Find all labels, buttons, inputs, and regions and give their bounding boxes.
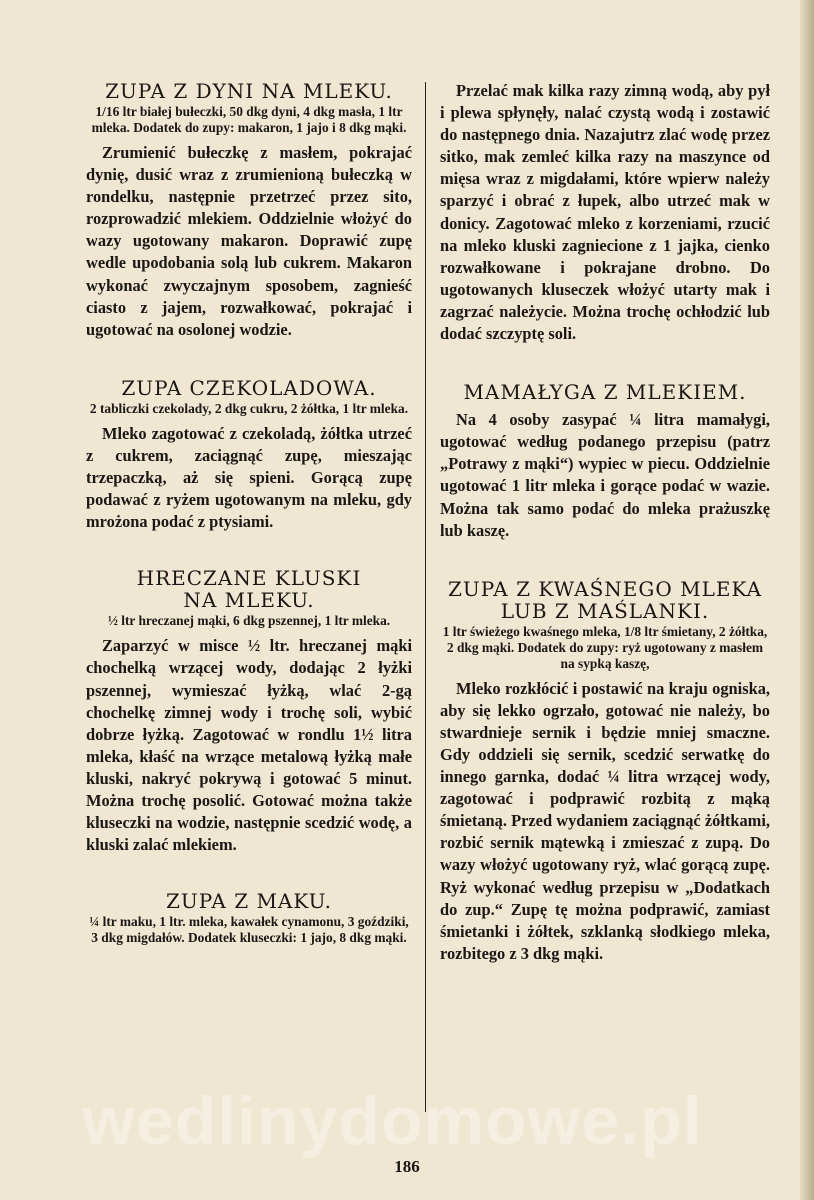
recipe-title: ZUPA CZEKOLADOWA. [121,375,377,400]
recipe-ingredients: 1 ltr świeżego kwaśnego mleka, 1/8 ltr śmietany, 2 żółtka, 2 dkg mąki. Dodatek do zupy: ryż ugotowany z masłem na sypką kaszę, [442,623,768,671]
recipe-title-line-1: HRECZANE KLUSKI [136,566,362,591]
recipe-body: Zrumienić bułeczkę z masłem, pokrajać dynię, dusić wraz z zrumienioną bułeczką w rondelku, następnie przetrzeć przez sito, rozprowadzić mlekiem. Oddzielnie włożyć do wazy ugotowany makaron. Doprawić zupę wedle upodobania solą lub cukrem. Makaron wykonać zwyczajnym sposobem, zagnieść ciasto z jajem, rozwałkować, pokrajać i ugotować na osolonej wodzie. [86,143,412,339]
recipe-title: ZUPA Z DYNI NA MLEKU. [105,79,393,103]
recipe-ingredients: ½ ltr hreczanej mąki, 6 dkg pszennej, 1 ltr mleka. [107,613,391,629]
recipe-ingredients: 1/16 ltr białej bułeczki, 50 dkg dyni, 4 dkg masła, 1 ltr mleka. Dodatek do zupy: makaron, 1 jajo i 8 dkg mąki. [91,104,407,135]
recipe-title-line-2: LUB Z MAŚLANKI. [500,598,710,623]
left-column [86,80,412,952]
page-edge [800,0,814,1200]
page-number: 186 [394,1157,420,1176]
recipe-title-line-1: ZUPA Z KWAŚNEGO MLEKA [447,576,763,601]
recipe-title-line-2: NA MLEKU. [183,588,315,613]
recipe-title: MAMAŁYGA Z MLEKIEM. [463,380,747,405]
recipe-ingredients: 2 tabliczki czekolady, 2 dkg cukru, 2 żółtka, 1 ltr mleka. [89,400,409,416]
recipe-body-continued: Przelać mak kilka razy zimną wodą, aby pył i plewa spłynęły, nalać czystą wodą i zostawić do następnego dnia. Nazajutrz zlać wodę przez sitko, mak zemleć kilka razy na maszynce od mięsa wraz z migdałami, które wpierw należy sparzyć i obrać z łupek, albo utrzeć mak w donicy. Zagotować mleko z korzeniami, rzucić na mleko kluski zagniecione z 1 jajka, cienko rozwałkowane i pokrajane drobno. Do ugotowanych kluseczek włożyć utarty mak i zagrzać należycie. Można trochę ochłodzić lub dodać szczyptę soli. [440,81,770,344]
recipe-ingredients: ¼ ltr maku, 1 ltr. mleka, kawałek cynamonu, 3 goździki, 3 dkg migdałów. Dodatek kluseczki: 1 jajo, 8 dkg mąki. [89,914,409,946]
recipe-title: ZUPA Z MAKU. [166,889,332,914]
recipe-body: Mleko zagotować z czekoladą, żółtka utrzeć z cukrem, zaciągnąć zupę, mieszając trzepaczką, aż się spieni. Gorącą zupę podawać z ryżem ugotowanym na mleku, gdy mrożona podać z ptysiami. [86,423,412,532]
recipe-body: Zaparzyć w misce ½ ltr. hreczanej mąki chochelką wrzącej wody, dodając 2 łyżki pszennej, wymieszać łyżką, wlać 2-gą chochelkę zimnej wody i trochę soli, wybić dobrze łyżką. Zagotować w rondlu 1½ litra mleka, kłaść na wrzące metalową łyżką małe kluski, nakryć pokrywą i gotować 5 minut. Można trochę posolić. Gotować można także kluseczki na wodzie, następnie scedzić wodę, a kluski zalać mlekiem. [86,636,412,855]
watermark: wedlinydomowe.pl [82,1083,703,1159]
recipe-body: Mleko rozkłócić i postawić na kraju ogniska, aby się lekko ogrzało, gotować nie należy, bo stwardnieje sernik i będzie mniej smaczne. Gdy oddzieli się sernik, scedzić serwatkę do innego garnka, dodać ¼ litra wrzącej wody, zagotować i podprawić rozbitą z mąką śmietaną. Przed wydaniem zaciągnąć żółtkami, rozbić sernik mątewką i zmieszać z zupą. Do wazy włożyć ugotowany ryż, wlać gorącą zupę. Ryż wykonać według przepisu w „Dodatkach do zup.“ Zupę tę można podprawić, zamiast śmietanki i żółtek, szklanką słodkiego mleka, rozbitego z 3 dkg mąki. [440,678,770,963]
column-divider [425,82,426,1112]
right-column [440,80,770,965]
recipe-body: Na 4 osoby zasypać ¼ litra mamałygi, ugotować według podanego przepisu (patrz „Potrawy z mąki“) wypiec w piecu. Oddzielnie ugotować 1 litr mleka i gorące podać w wazie. Można tak samo podać do mleka prażuszkę lub kaszę. [440,410,770,540]
